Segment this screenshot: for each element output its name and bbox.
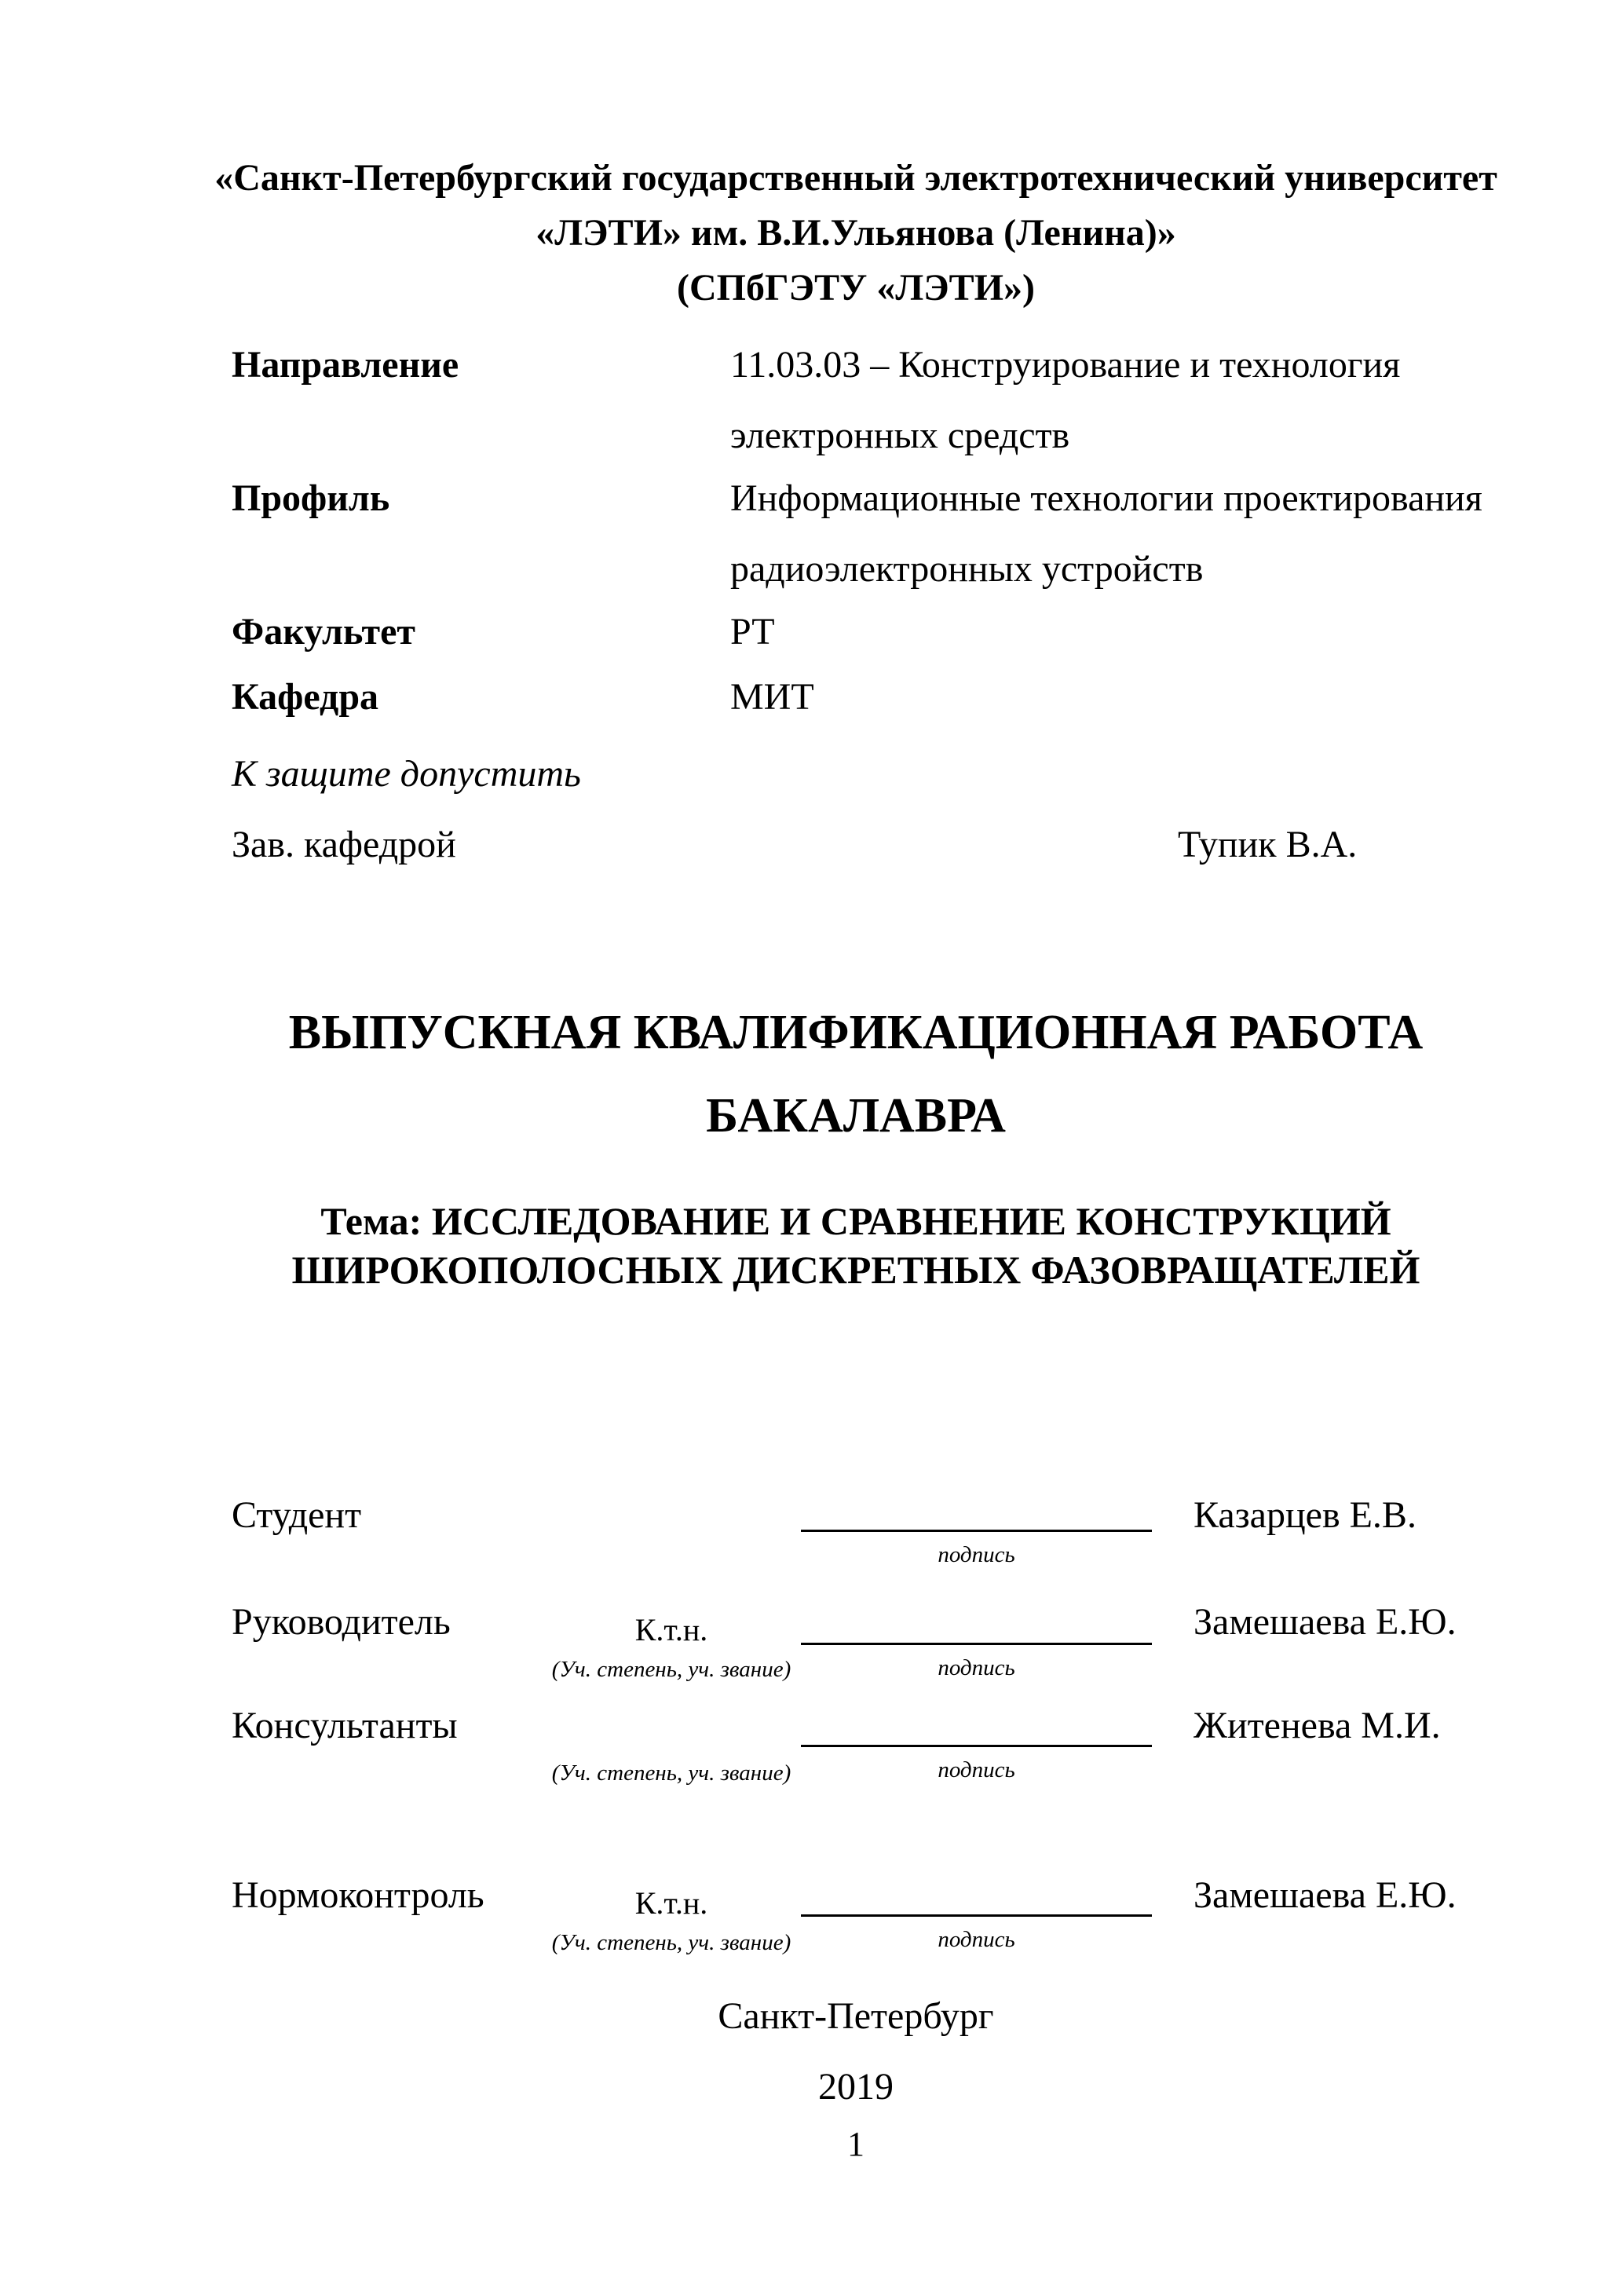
main-title (188, 991, 1523, 1157)
main-title-line2: БАКАЛАВРА (706, 1089, 1006, 1143)
admission-line: К защите допустить (232, 753, 581, 795)
year-label: 2019 (818, 2066, 894, 2108)
university-header-line3: (СПбГЭТУ «ЛЭТИ») (677, 267, 1035, 309)
main-title-line1: ВЫПУСКНАЯ КВАЛИФИКАЦИОННАЯ РАБОТА (288, 1006, 1424, 1059)
field-row-department (0, 675, 1623, 722)
role-label: Руководитель (232, 1601, 451, 1643)
field-row-direction-cont (0, 414, 1623, 461)
department-head-label: Зав. кафедрой (232, 824, 456, 865)
signature-caption: подпись (938, 1757, 1015, 1782)
degree-caption: (Уч. степень, уч. звание) (551, 1657, 791, 1682)
field-row-profile (0, 477, 1623, 524)
university-header-line1: «Санкт-Петербургский государственный электротехнический университет (214, 157, 1497, 199)
signature-row-supervisor (0, 1600, 1623, 1695)
direction-label: Направление (232, 344, 459, 386)
faculty-label: Факультет (232, 611, 415, 653)
signature-caption: подпись (938, 1655, 1015, 1680)
faculty-value: РТ (730, 611, 775, 653)
university-header-line2: «ЛЭТИ» им. В.И.Ульянова (Ленина)» (536, 212, 1176, 254)
signature-blank-line (801, 1745, 1152, 1747)
signature-row-student (0, 1493, 1623, 1588)
direction-value-line1: 11.03.03 – Конструирование и технология (730, 344, 1401, 386)
signature-row-consultants (0, 1704, 1623, 1798)
page-number: 1 (847, 2125, 865, 2163)
degree-caption: (Уч. степень, уч. звание) (551, 1760, 791, 1786)
theme-line1: Тема: ИССЛЕДОВАНИЕ И СРАВНЕНИЕ КОНСТРУКЦИЙ (320, 1199, 1391, 1243)
field-row-direction (0, 343, 1623, 390)
person-name: Замешаева Е.Ю. (1193, 1874, 1457, 1916)
profile-value-line1: Информационные технологии проектирования (730, 477, 1482, 519)
field-row-profile-cont (0, 547, 1623, 594)
signature-caption: подпись (938, 1542, 1015, 1567)
theme-line2: ШИРОКОПОЛОСНЫХ ДИСКРЕТНЫХ ФАЗОВРАЩАТЕЛЕЙ (291, 1248, 1420, 1292)
signature-blank-line (801, 1530, 1152, 1532)
role-label: Студент (232, 1494, 362, 1536)
department-label: Кафедра (232, 676, 379, 718)
signature-blank-line (801, 1914, 1152, 1917)
role-label: Нормоконтроль (232, 1874, 484, 1916)
profile-label: Профиль (232, 477, 390, 519)
city-label: Санкт-Петербург (718, 1995, 994, 2037)
person-name: Замешаева Е.Ю. (1193, 1601, 1457, 1643)
field-row-faculty (0, 610, 1623, 657)
university-header (188, 151, 1523, 316)
person-name: Казарцев Е.В. (1193, 1494, 1416, 1536)
degree-text: К.т.н. (634, 1885, 708, 1921)
theme-title (188, 1197, 1523, 1294)
direction-value-line2: электронных средств (730, 415, 1070, 456)
signature-blank-line (801, 1643, 1152, 1645)
signature-caption: подпись (938, 1927, 1015, 1952)
profile-value-line2: радиоэлектронных устройств (730, 548, 1204, 590)
role-label: Консультанты (232, 1705, 458, 1746)
person-name: Житенева М.И. (1193, 1705, 1441, 1746)
department-head-name: Тупик В.А. (1178, 824, 1358, 865)
degree-text: К.т.н. (634, 1612, 708, 1647)
degree-caption: (Уч. степень, уч. звание) (551, 1930, 791, 1955)
department-value: МИТ (730, 676, 814, 718)
signature-row-norm-control (0, 1874, 1623, 1968)
